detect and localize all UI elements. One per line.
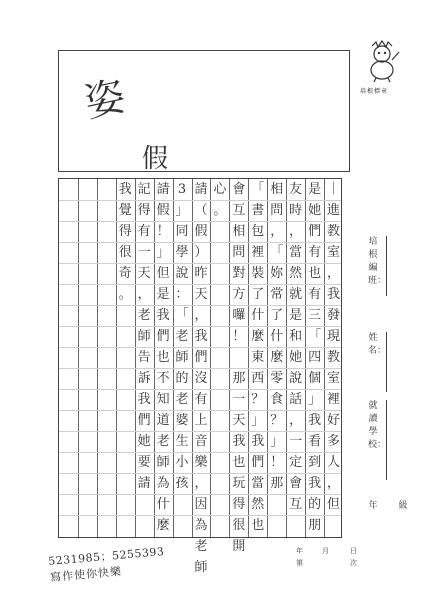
grid-character: 開 <box>232 539 246 554</box>
grid-character: ， <box>289 224 303 239</box>
grid-character: 話 <box>289 392 303 407</box>
grid-character: 麼 <box>270 350 284 365</box>
grid-character: ） <box>194 245 208 260</box>
grid-character: 進 <box>327 203 341 218</box>
grid-character: 食 <box>270 392 284 407</box>
grid-character: 們 <box>194 350 208 365</box>
grid-character: 互 <box>289 497 303 512</box>
grid-character: 發 <box>327 308 341 323</box>
grid-character: 天 <box>194 287 208 302</box>
grid-character: 教 <box>327 350 341 365</box>
grid-character: ｜ <box>327 182 341 197</box>
grid-character: 好 <box>327 413 341 428</box>
grid-character: ， <box>327 266 341 281</box>
grid-character: 們 <box>137 413 151 428</box>
grid-character: 3 <box>177 182 187 197</box>
grid-character: 麼 <box>156 518 170 533</box>
grid-character: 什 <box>251 308 265 323</box>
grid-character: 「 <box>251 182 265 197</box>
grid-character: 玩 <box>232 476 246 491</box>
grid-character: 我 <box>327 287 341 302</box>
year-field-label: 年 <box>368 501 378 511</box>
grid-character: 是 <box>156 287 170 302</box>
grid-character: 記 <box>137 182 151 197</box>
grid-character: 和 <box>289 329 303 344</box>
grid-character: 也 <box>232 455 246 470</box>
grid-character: ， <box>194 476 208 491</box>
grid-character: ， <box>270 224 284 239</box>
grid-character: 「 <box>270 245 284 260</box>
text-column <box>135 179 153 494</box>
grid-character: 時 <box>289 203 303 218</box>
grid-character: 道 <box>156 413 170 428</box>
grid-character: 會 <box>232 182 246 197</box>
grid-character: 互 <box>232 203 246 218</box>
grid-character: 天 <box>137 266 151 281</box>
grid-character: 當 <box>289 245 303 260</box>
grid-character: 有 <box>308 287 322 302</box>
grid-character: 但 <box>327 497 341 512</box>
text-column <box>230 179 248 557</box>
grid-character: 那 <box>232 371 246 386</box>
grid-character: 也 <box>251 518 265 533</box>
grid-character: 會 <box>289 476 303 491</box>
grid-character: 裡 <box>327 392 341 407</box>
grid-character: 對 <box>232 266 246 281</box>
grid-character: 知 <box>156 392 170 407</box>
grid-column-line <box>97 179 98 537</box>
grid-character: 包 <box>251 224 265 239</box>
text-column <box>173 179 191 494</box>
grid-character: 人 <box>327 455 341 470</box>
grid-character: 裝 <box>251 266 265 281</box>
grid-character: 得 <box>118 224 132 239</box>
grid-character: 有 <box>194 392 208 407</box>
grid-character: 了 <box>270 308 284 323</box>
slogan: 寫作使你快樂 <box>49 564 123 585</box>
text-column <box>325 179 343 515</box>
grid-character: 們 <box>251 455 265 470</box>
text-column <box>249 179 267 536</box>
school-field-line <box>386 400 387 480</box>
text-column <box>287 179 305 515</box>
grid-character: 一 <box>232 392 246 407</box>
grid-character: 是 <box>308 182 322 197</box>
grid-character: 「 <box>175 308 189 323</box>
grid-character: ： <box>175 287 189 302</box>
grid-character: 昨 <box>194 266 208 281</box>
grid-character: 現 <box>327 329 341 344</box>
grid-character: 訴 <box>137 371 151 386</box>
grid-character: 」 <box>308 392 322 407</box>
grid-character: 當 <box>251 476 265 491</box>
grid-character: 就 <box>289 287 303 302</box>
grid-character: 是 <box>289 308 303 323</box>
grid-character: 婆 <box>175 413 189 428</box>
text-column <box>154 179 172 536</box>
mascot-stamp-icon <box>362 40 402 82</box>
stamp-label: 培根標章 <box>360 88 389 95</box>
grid-character: 老 <box>194 539 208 554</box>
grid-character: 因 <box>194 497 208 512</box>
grid-character: 一 <box>137 245 151 260</box>
grid-character: 我 <box>156 308 170 323</box>
grid-character: 妳 <box>270 266 284 281</box>
grid-character: 她 <box>289 350 303 365</box>
grid-character: 奇 <box>118 266 132 281</box>
grid-character: 那 <box>270 476 284 491</box>
school-field-label: 就讀學校： <box>368 401 387 450</box>
grid-character: ？ <box>251 392 265 407</box>
grid-character: 我 <box>308 476 322 491</box>
grid-character: ？ <box>270 413 284 428</box>
text-column <box>268 179 286 494</box>
grid-character: 書 <box>251 203 265 218</box>
grid-character: 得 <box>232 497 246 512</box>
grid-character: 問 <box>270 203 284 218</box>
grid-character: 請 <box>156 182 170 197</box>
grid-character: 老 <box>175 329 189 344</box>
grid-character: 她 <box>137 434 151 449</box>
grid-character: 」 <box>251 413 265 428</box>
grid-character: 假 <box>156 203 170 218</box>
grid-character: 定 <box>289 455 303 470</box>
name-field-line <box>386 332 387 392</box>
grid-character: 的 <box>308 497 322 512</box>
date-year-label: 年 <box>296 547 303 555</box>
grid-character <box>230 347 248 368</box>
grid-character: 師 <box>137 329 151 344</box>
grid-character: 音 <box>194 434 208 449</box>
grid-character: 問 <box>232 245 246 260</box>
grid-character: ！ <box>232 329 246 344</box>
text-column <box>211 179 229 221</box>
seq-prefix-label: 第 <box>296 559 303 567</box>
grid-character: 的 <box>175 371 189 386</box>
grid-character: 假 <box>194 224 208 239</box>
date-month-label: 月 <box>322 547 329 555</box>
grid-character: 很 <box>232 518 246 533</box>
grid-character: 三 <box>308 308 322 323</box>
grid-character: 什 <box>270 329 284 344</box>
grid-character: 西 <box>251 371 265 386</box>
grid-character: 教 <box>327 224 341 239</box>
grid-character: 」 <box>175 203 189 218</box>
grid-character: （ <box>194 203 208 218</box>
grid-character: 孩 <box>175 476 189 491</box>
grid-character: 了 <box>251 287 265 302</box>
grid-character: ！ <box>270 455 284 470</box>
grid-character: 我 <box>137 392 151 407</box>
class-field-line <box>386 236 387 296</box>
grid-character: 要 <box>137 455 151 470</box>
grid-character: 室 <box>327 245 341 260</box>
grid-character: 沒 <box>194 371 208 386</box>
grid-character: 有 <box>308 245 322 260</box>
grid-character: 我 <box>251 434 265 449</box>
grid-character: 得 <box>137 203 151 218</box>
grid-character: ， <box>289 413 303 428</box>
grid-character: 然 <box>251 497 265 512</box>
grid-character: 樂 <box>194 455 208 470</box>
grid-character: 她 <box>308 203 322 218</box>
grid-character: 零 <box>270 371 284 386</box>
grid-character: 請 <box>137 476 151 491</box>
text-column <box>192 179 210 578</box>
grid-character: 」 <box>270 434 284 449</box>
grid-column-line <box>210 179 211 537</box>
grid-character: 然 <box>289 266 303 281</box>
grid-character: 我 <box>194 329 208 344</box>
grid-character: 麼 <box>251 329 265 344</box>
grid-character: 學 <box>175 245 189 260</box>
grid-character: 上 <box>194 413 208 428</box>
grid-character: 。 <box>213 203 227 218</box>
grid-character: 四 <box>308 350 322 365</box>
grid-character: 方 <box>232 287 246 302</box>
grid-character: 為 <box>156 476 170 491</box>
grid-character: 不 <box>156 371 170 386</box>
grid-character: 但 <box>156 266 170 281</box>
grid-character: 東 <box>251 350 265 365</box>
grid-character: 到 <box>308 455 322 470</box>
grid-character: 相 <box>232 224 246 239</box>
grid-character: 很 <box>118 245 132 260</box>
grid-character: 生 <box>175 434 189 449</box>
date-day-label: 日 <box>350 547 357 555</box>
grid-character: 同 <box>175 224 189 239</box>
text-column <box>306 179 324 536</box>
grid-character: 多 <box>327 434 341 449</box>
grid-character: 老 <box>175 392 189 407</box>
grid-character: 我 <box>232 434 246 449</box>
grid-character: 室 <box>327 371 341 386</box>
grid-character: ， <box>194 308 208 323</box>
grid-character: 師 <box>175 350 189 365</box>
grid-character: 心 <box>213 182 227 197</box>
text-column <box>116 179 134 305</box>
grid-character: 覺 <box>118 203 132 218</box>
grid-character: 看 <box>308 434 322 449</box>
grid-character: 「 <box>308 329 322 344</box>
grid-character: 我 <box>308 413 322 428</box>
grid-character: 說 <box>175 266 189 281</box>
grid-character: 個 <box>308 371 322 386</box>
phone-numbers: 5231985；5255393 <box>47 544 165 569</box>
grid-character: 說 <box>289 371 303 386</box>
grid-character: 請 <box>194 182 208 197</box>
grid-character: 相 <box>270 182 284 197</box>
grid-character: 常 <box>270 287 284 302</box>
grid-character: 告 <box>137 350 151 365</box>
grid-character: 一 <box>289 434 303 449</box>
grid-character: 囉 <box>232 308 246 323</box>
seq-suffix-label: 次 <box>350 559 357 567</box>
grid-character: 有 <box>137 224 151 239</box>
grade-field-label: 級 <box>398 501 408 511</box>
grid-character: 老 <box>156 434 170 449</box>
grid-character: 朋 <box>308 518 322 533</box>
grid-character: 。 <box>118 287 132 302</box>
grid-character: 們 <box>156 329 170 344</box>
grid-character: 師 <box>156 455 170 470</box>
grid-character: 也 <box>308 266 322 281</box>
grid-character: 」 <box>156 245 170 260</box>
grid-character: 也 <box>156 350 170 365</box>
grid-character: 師 <box>194 560 208 575</box>
class-field-label: 培根編班： <box>368 237 387 286</box>
grid-character: 天 <box>232 413 246 428</box>
grid-character: 為 <box>194 518 208 533</box>
correction-character: 假 <box>142 144 169 174</box>
grid-character: ！ <box>156 224 170 239</box>
grid-character: 們 <box>308 224 322 239</box>
grid-character: ， <box>327 476 341 491</box>
grid-character: 什 <box>156 497 170 512</box>
grid-character: 我 <box>118 182 132 197</box>
grid-character: 裡 <box>251 245 265 260</box>
grid-character: 老 <box>137 308 151 323</box>
teacher-grade-mark: 姿 <box>80 73 130 127</box>
name-field-label: 姓名： <box>368 333 387 356</box>
grid-character: 小 <box>175 455 189 470</box>
grid-column-line <box>78 179 79 537</box>
grid-character: ， <box>137 287 151 302</box>
grid-character: 友 <box>289 182 303 197</box>
